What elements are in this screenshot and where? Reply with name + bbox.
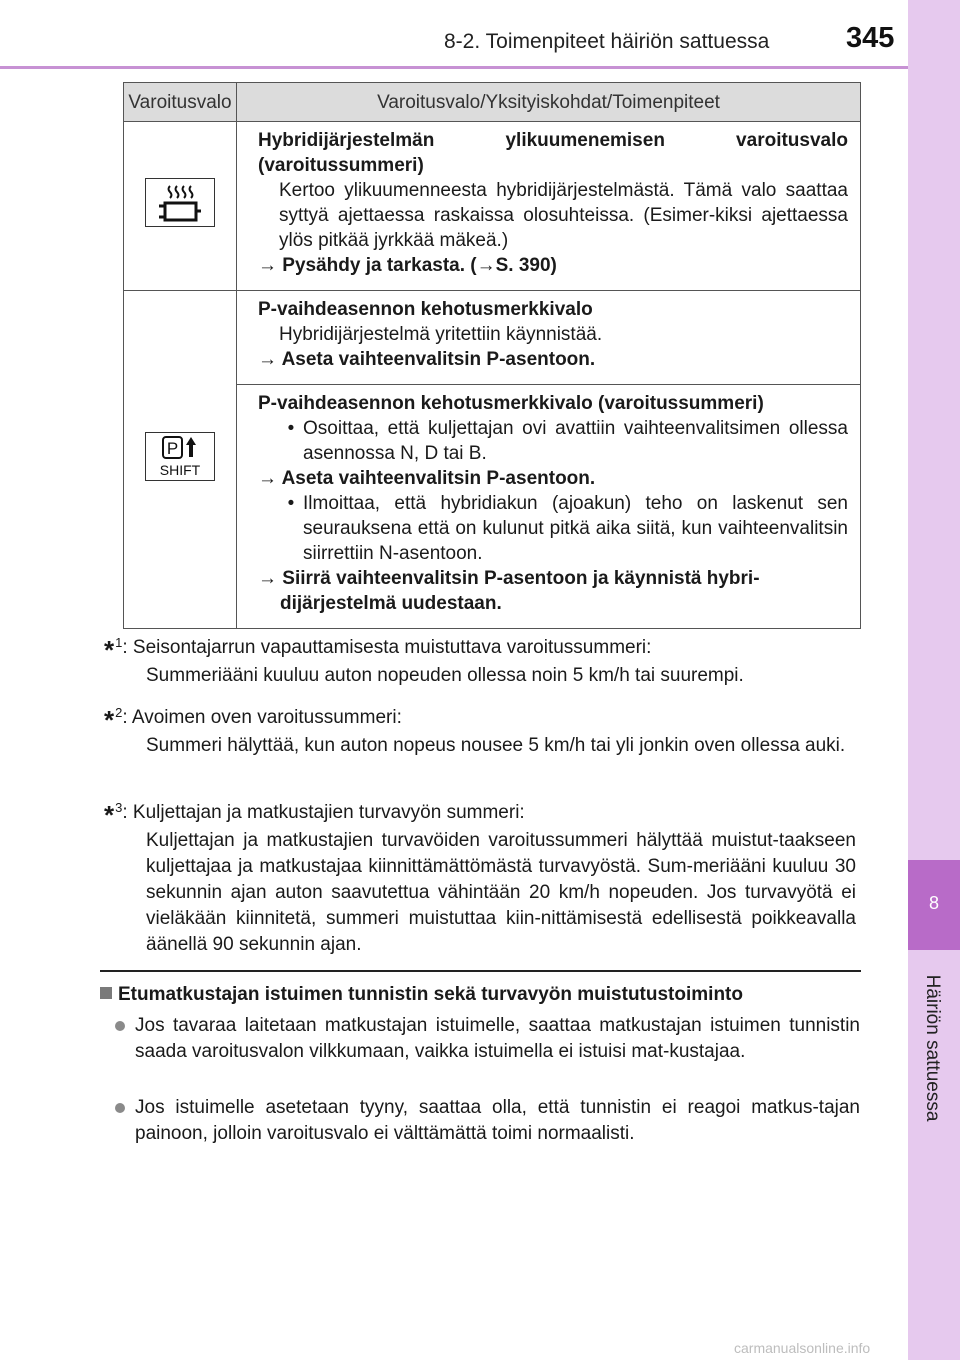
footnote-number: 1 xyxy=(115,635,123,650)
footnote-title: : Seisontajarrun vapauttamisesta muistuttava varoitussummeri: xyxy=(122,637,652,658)
p-shift-indicator-icon xyxy=(145,432,215,481)
watermark-text: carmanualsonline.info xyxy=(734,1340,871,1356)
hybrid-overheat-warning-icon xyxy=(145,178,215,227)
page-number: 345 xyxy=(846,22,895,54)
row-action: → Aseta vaihteenvalitsin P-asentoon. xyxy=(258,468,596,489)
header-divider xyxy=(0,66,908,69)
p-shift-icon-label: SHIFT xyxy=(159,461,201,478)
footnote-number: 2 xyxy=(115,705,123,720)
footnote-heading xyxy=(104,795,856,828)
table-row xyxy=(124,291,861,385)
bullet-text: Ilmoittaa, että hybridiakun (ajoakun) teho on laskenut sen seurauksena että on kulunut pitkä aika siitä, kun vaihteenvalitsin siirrettiin N-asentoon. xyxy=(303,493,848,564)
footnote-star: * xyxy=(104,800,115,830)
row-action: → Siirrä vaihteenvalitsin P-asentoon ja käynnistä hybri-dijärjestelmä uudestaan. xyxy=(258,568,760,614)
square-bullet-icon xyxy=(100,987,112,999)
row-action: → Aseta vaihteenvalitsin P-asentoon. xyxy=(258,349,596,370)
footnote-number: 3 xyxy=(115,800,123,815)
round-bullet-icon xyxy=(115,1103,125,1113)
icon-cell xyxy=(124,122,237,291)
bullet-dot: • xyxy=(287,493,295,514)
column-header-warning-light: Varoitusvalo xyxy=(124,83,237,122)
row-bullet xyxy=(258,416,848,466)
row-description: Hybridijärjestelmä yritettiin käynnistää. xyxy=(279,324,603,345)
footnote-heading xyxy=(104,630,856,663)
section-heading-text: Etumatkustajan istuimen tunnistin sekä turvavyön muistutustoiminto xyxy=(118,984,743,1005)
table-row xyxy=(124,122,861,291)
running-header-title: 8-2. Toimenpiteet häiriön sattuessa xyxy=(444,30,770,53)
warning-light-table xyxy=(123,82,861,629)
list-item xyxy=(115,1095,860,1147)
footnote-body: Summeriääni kuuluu auton nopeuden ollessa noin 5 km/h tai suurempi. xyxy=(146,665,744,686)
list-item xyxy=(115,1013,860,1065)
footnote-title: : Avoimen oven varoitussummeri: xyxy=(122,707,402,728)
footnote-star: * xyxy=(104,635,115,665)
footnote-body: Kuljettajan ja matkustajien turvavöiden varoitussummeri hälyttää muistut-taakseen kuljettajaa ja matkustajaa kiinnittämättömästä turvavyöstä. Sum-meriääni kuuluu 30 sekunnin ajan auton saavutettua vähintään 20 km/h nopeuden. Jos turvavyötä ei vieläkään kiinnitetä, summeri muistuttaa kiin-nittämisestä edellisestä poikkeavalla äänellä 90 sekunnin ajan. xyxy=(146,830,856,955)
p-shift-icon-letter: P xyxy=(166,438,179,458)
footnote-3 xyxy=(104,795,856,958)
row-bullet xyxy=(258,491,848,566)
list-item-text: Jos tavaraa laitetaan matkustajan istuimelle, saattaa matkustajan istuimen tunnistin saada varoitusvalon vilkkumaan, vaikka istuimella ei istuisi mat-kustajaa. xyxy=(135,1015,860,1062)
bullet-text: Osoittaa, että kuljettajan ovi avattiin vaihteenvalitsimen ollessa asennossa N, D tai B. xyxy=(303,418,848,464)
footnote-body: Summeri hälyttää, kun auton nopeus nousee 5 km/h tai yli jonkin oven ollessa auki. xyxy=(146,735,846,756)
section-heading xyxy=(100,984,743,1006)
section-divider xyxy=(100,970,861,972)
row-details xyxy=(237,291,861,385)
chapter-number: 8 xyxy=(928,893,939,913)
footnote-2 xyxy=(104,700,856,759)
footnote-heading xyxy=(104,700,856,733)
footnote-title: : Kuljettajan ja matkustajien turvavyön summeri: xyxy=(122,802,525,823)
footnote-star: * xyxy=(104,705,115,735)
row-title: P-vaihdeasennon kehotusmerkkivalo xyxy=(258,299,593,320)
row-details xyxy=(237,122,861,291)
round-bullet-icon xyxy=(115,1021,125,1031)
table-header-row xyxy=(124,83,861,122)
row-details xyxy=(237,385,861,629)
footnote-1 xyxy=(104,630,856,689)
chapter-label: Häiriön sattuessa xyxy=(922,974,943,1122)
row-title: P-vaihdeasennon kehotusmerkkivalo (varoitussummeri) xyxy=(258,393,764,414)
list-item-text: Jos istuimelle asetetaan tyyny, saattaa olla, että tunnistin ei reagoi matkus-tajan painoon, jolloin varoitusvalo ei välttämättä toimi normaalisti. xyxy=(135,1097,860,1144)
column-header-details: Varoitusvalo/Yksityiskohdat/Toimenpiteet xyxy=(237,83,861,122)
bullet-dot: • xyxy=(287,418,295,439)
row-action: → Pysähdy ja tarkasta. (→S. 390) xyxy=(258,255,557,276)
chapter-side-strip xyxy=(908,0,960,1360)
row-description: Kertoo ylikuumenneesta hybridijärjestelmästä. Tämä valo saattaa syttyä ajettaessa raskaissa olosuhteissa. (Esimer-kiksi ajettaessa ylös pitkää jyrkkää mäkeä.) xyxy=(279,180,848,251)
icon-cell xyxy=(124,291,237,629)
row-title: Hybridijärjestelmän ylikuumenemisen varoitusvalo (varoitussummeri) xyxy=(258,130,848,176)
